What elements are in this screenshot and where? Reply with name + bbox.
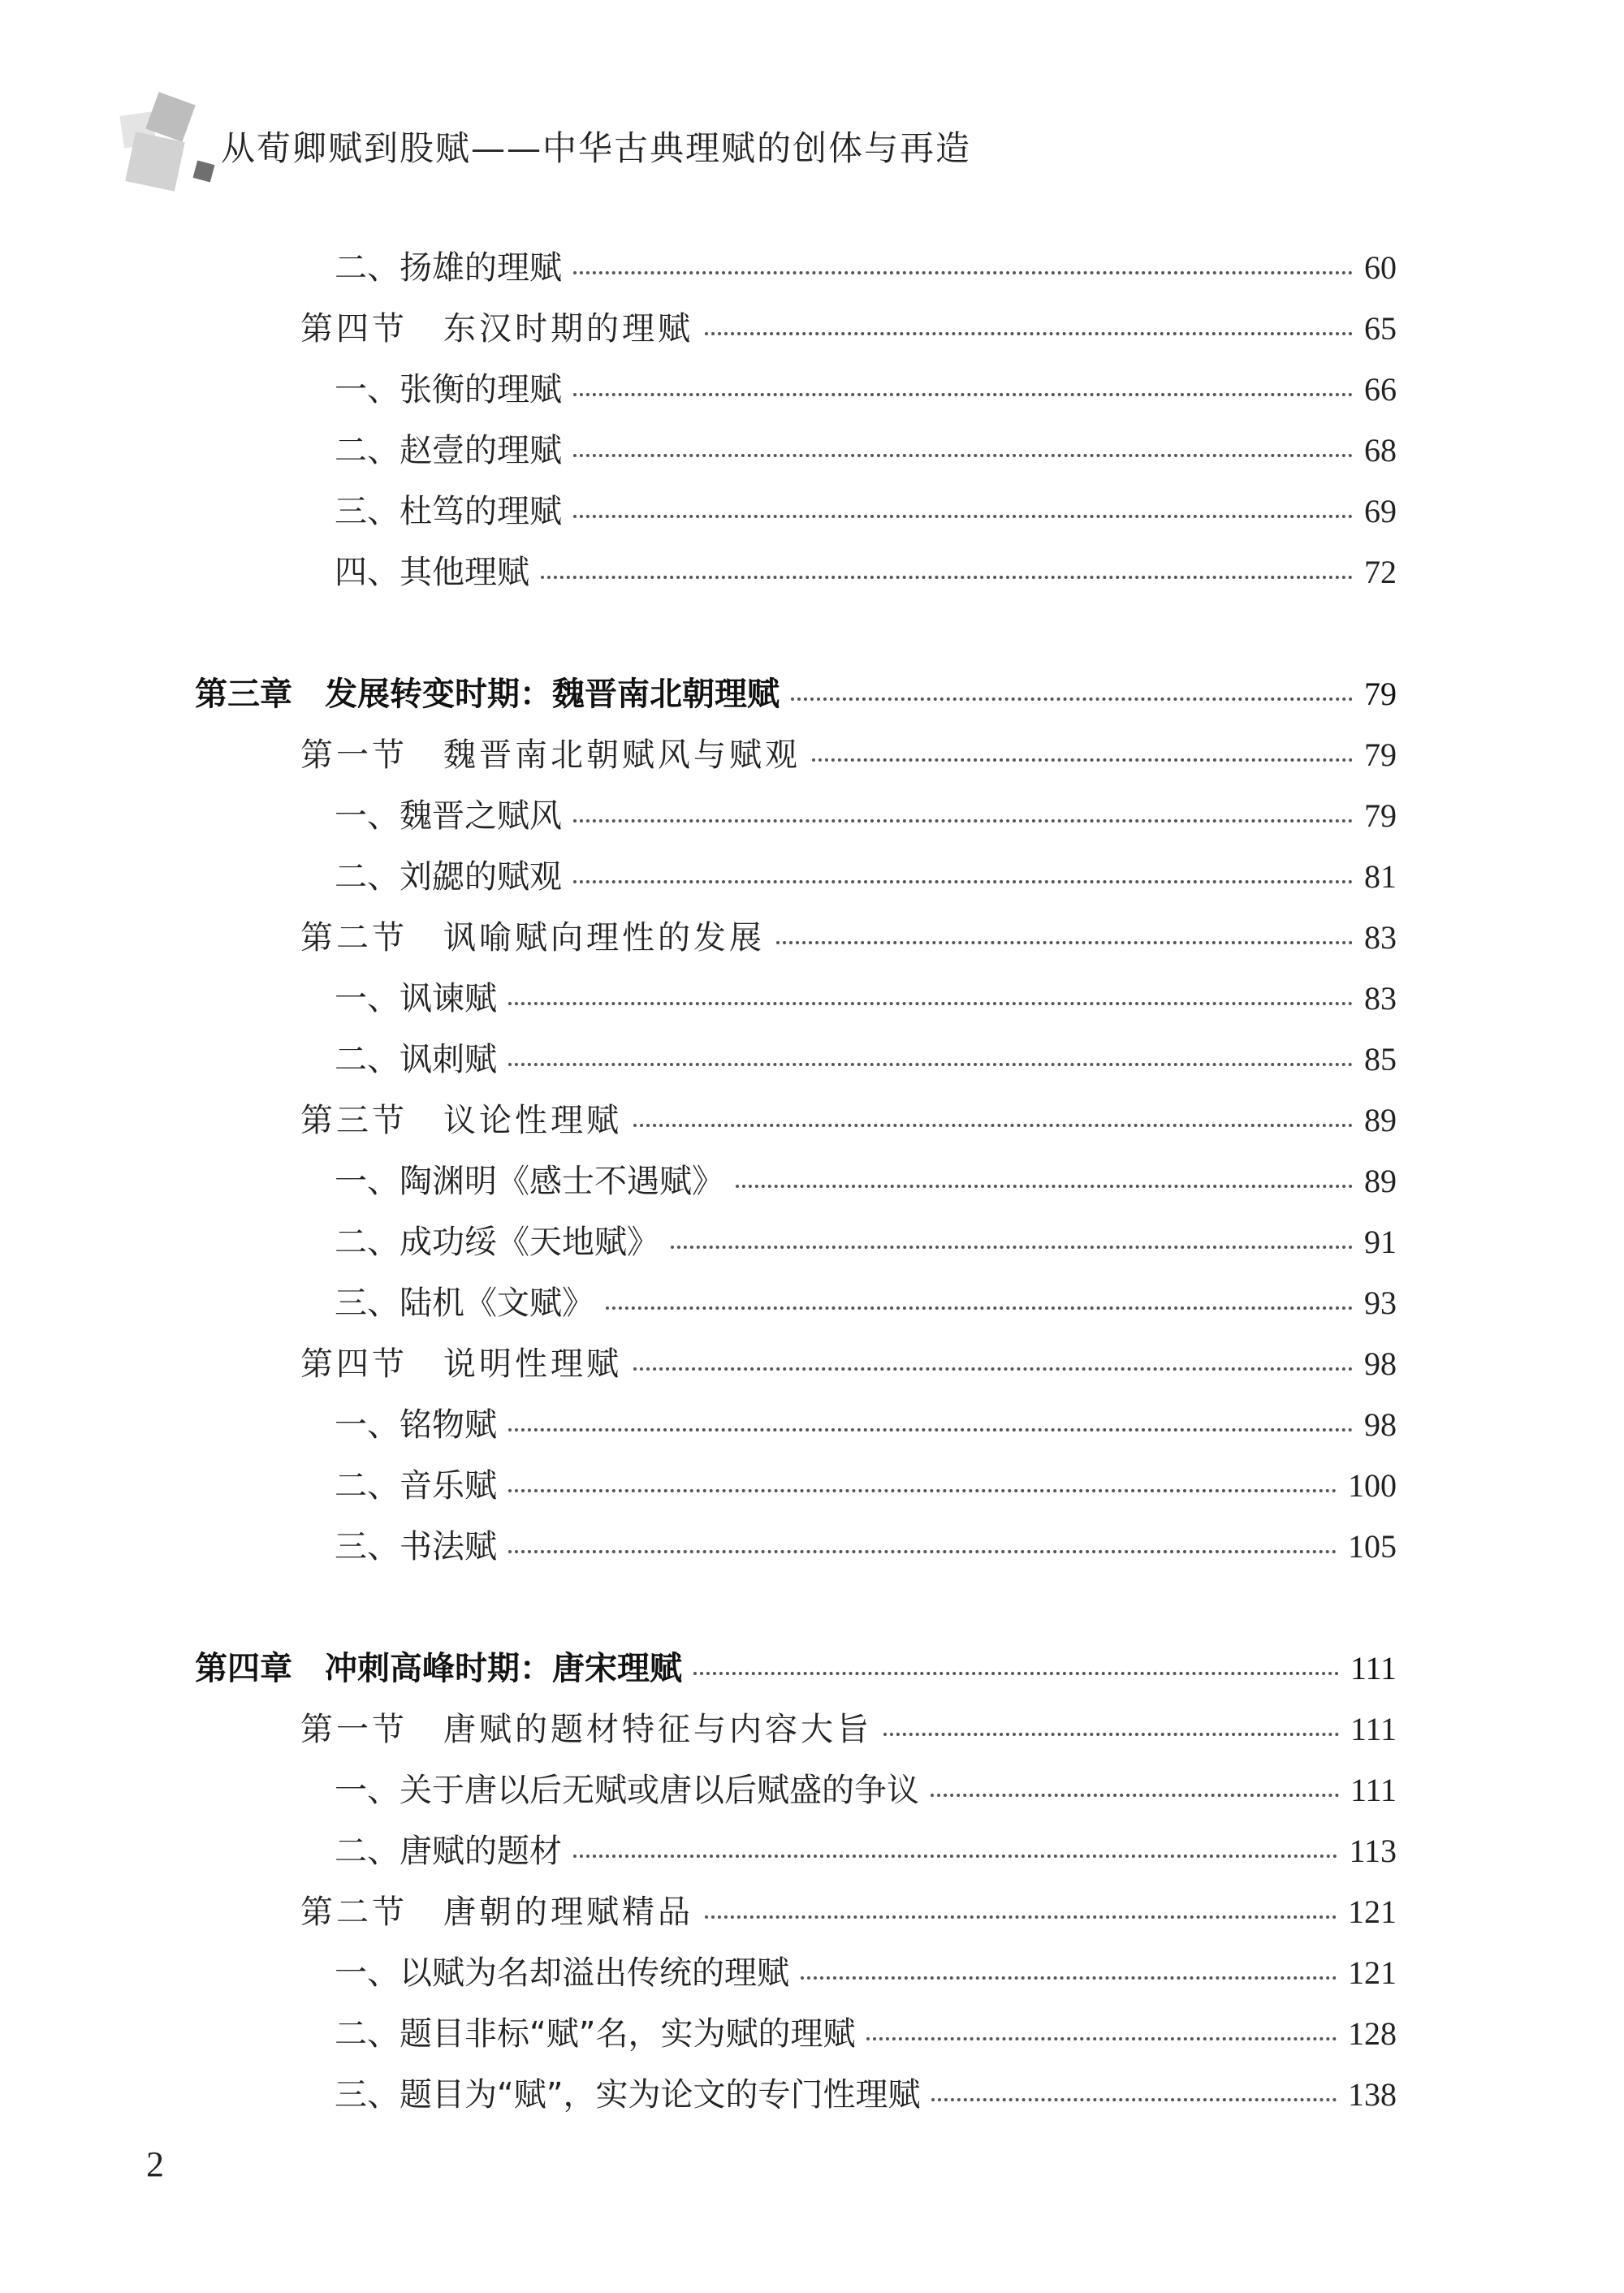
toc-dot-leader (573, 1855, 1337, 1858)
toc-dot-leader (931, 1794, 1339, 1797)
header-decoration-square (193, 161, 215, 183)
toc-dot-leader (508, 1063, 1353, 1066)
toc-entry-item[interactable] (335, 792, 1397, 840)
toc-entry-page-number: 79 (1364, 676, 1397, 712)
toc-entry-page-number: 89 (1364, 1163, 1397, 1199)
toc-entry-page-number: 100 (1348, 1467, 1397, 1504)
toc-entry-label: 二、唐赋的题材 (335, 1833, 562, 1870)
toc-dot-leader (573, 393, 1353, 396)
toc-entry-page-number: 65 (1364, 310, 1397, 347)
toc-dot-leader (573, 271, 1353, 274)
toc-entry-section[interactable] (300, 304, 1397, 353)
toc-entry-item[interactable] (335, 1218, 1397, 1267)
toc-entry-label: 第一节 唐赋的题材特征与内容大旨 (300, 1711, 872, 1748)
toc-entry-label: 三、陆机《文赋》 (335, 1285, 594, 1322)
toc-entry-label: 二、讽刺赋 (335, 1041, 497, 1078)
toc-entry-label: 第三章 发展转变时期：魏晋南北朝理赋 (195, 676, 780, 713)
toc-entry-page-number: 69 (1364, 493, 1397, 529)
toc-entry-page-number: 128 (1348, 2015, 1397, 2052)
toc-entry-section[interactable] (300, 731, 1397, 779)
toc-dot-leader (705, 332, 1353, 335)
toc-entry-item[interactable] (335, 1401, 1397, 1449)
toc-entry-item[interactable] (335, 1462, 1397, 1510)
toc-entry-item[interactable] (335, 2010, 1397, 2058)
toc-entry-label: 一、铭物赋 (335, 1406, 497, 1444)
toc-entry-item[interactable] (335, 2071, 1397, 2119)
toc-dot-leader (508, 1550, 1337, 1553)
toc-entry-page-number: 98 (1364, 1345, 1397, 1382)
toc-dot-leader (883, 1733, 1339, 1736)
toc-entry-label: 二、刘勰的赋观 (335, 858, 562, 896)
toc-entry-item[interactable] (335, 1827, 1397, 1876)
toc-entry-label: 一、讽谏赋 (335, 980, 497, 1017)
toc-entry-label: 二、题目非标“赋”名，实为赋的理赋 (335, 2015, 856, 2053)
toc-entry-chapter[interactable] (195, 1644, 1397, 1693)
toc-entry-page-number: 113 (1349, 1833, 1397, 1869)
toc-dot-leader (508, 1002, 1353, 1005)
toc-entry-label: 第四节 说明性理赋 (300, 1345, 622, 1383)
toc-dot-leader (508, 1489, 1337, 1492)
toc-entry-label: 二、音乐赋 (335, 1467, 497, 1505)
toc-entry-item[interactable] (335, 853, 1397, 901)
toc-dot-leader (693, 1672, 1339, 1675)
toc-entry-item[interactable] (335, 1766, 1397, 1815)
toc-entry-page-number: 91 (1364, 1224, 1397, 1260)
toc-entry-item[interactable] (335, 1522, 1397, 1571)
toc-dot-leader (541, 576, 1353, 579)
toc-entry-page-number: 66 (1364, 371, 1397, 408)
toc-entry-page-number: 72 (1364, 554, 1397, 590)
toc-entry-item[interactable] (335, 1035, 1397, 1084)
toc-entry-page-number: 68 (1364, 432, 1397, 469)
toc-entry-page-number: 83 (1364, 919, 1397, 956)
toc-entry-section[interactable] (300, 1096, 1397, 1145)
toc-entry-page-number: 60 (1364, 249, 1397, 286)
toc-entry-label: 第二节 唐朝的理赋精品 (300, 1894, 693, 1931)
toc-entry-item[interactable] (335, 244, 1397, 292)
toc-dot-leader (705, 1915, 1337, 1919)
toc-entry-label: 第四节 东汉时期的理赋 (300, 310, 693, 348)
page-number: 2 (146, 2144, 164, 2184)
toc-dot-leader (866, 2037, 1337, 2040)
toc-entry-item[interactable] (335, 487, 1397, 536)
toc-entry-item[interactable] (335, 365, 1397, 414)
toc-entry-chapter[interactable] (195, 670, 1397, 719)
toc-entry-label: 一、张衡的理赋 (335, 371, 562, 408)
toc-entry-page-number: 89 (1364, 1102, 1397, 1138)
toc-entry-page-number: 85 (1364, 1041, 1397, 1077)
toc-dot-leader (931, 2098, 1337, 2101)
toc-entry-label: 一、魏晋之赋风 (335, 797, 562, 835)
toc-entry-page-number: 138 (1348, 2076, 1397, 2113)
toc-entry-page-number: 111 (1350, 1711, 1397, 1747)
toc-entry-page-number: 111 (1350, 1772, 1397, 1808)
toc-entry-item[interactable] (335, 974, 1397, 1023)
toc-entry-page-number: 105 (1348, 1528, 1397, 1565)
toc-entry-page-number: 81 (1364, 858, 1397, 895)
toc-entry-label: 三、杜笃的理赋 (335, 493, 562, 530)
toc-dot-leader (671, 1246, 1353, 1249)
toc-entry-label: 第三节 议论性理赋 (300, 1102, 622, 1139)
toc-dot-leader (801, 1976, 1337, 1980)
toc-dot-leader (776, 941, 1353, 944)
toc-entry-item[interactable] (335, 426, 1397, 475)
toc-dot-leader (606, 1306, 1353, 1310)
toc-entry-label: 四、其他理赋 (335, 554, 529, 591)
toc-entry-section[interactable] (300, 1888, 1397, 1937)
toc-entry-page-number: 79 (1364, 736, 1397, 773)
toc-dot-leader (573, 819, 1353, 823)
toc-dot-leader (573, 454, 1353, 457)
toc-entry-label: 第一节 魏晋南北朝赋风与赋观 (300, 736, 801, 774)
toc-entry-label: 二、扬雄的理赋 (335, 249, 562, 287)
toc-dot-leader (508, 1428, 1353, 1432)
toc-entry-page-number: 98 (1364, 1406, 1397, 1443)
toc-entry-section[interactable] (300, 913, 1397, 962)
toc-entry-label: 第四章 冲刺高峰时期：唐宋理赋 (195, 1650, 682, 1687)
toc-entry-page-number: 93 (1364, 1285, 1397, 1321)
toc-entry-section[interactable] (300, 1340, 1397, 1388)
toc-entry-label: 二、赵壹的理赋 (335, 432, 562, 469)
toc-entry-page-number: 121 (1348, 1954, 1397, 1991)
toc-entry-label: 第二节 讽喻赋向理性的发展 (300, 919, 765, 956)
toc-dot-leader (812, 758, 1353, 762)
toc-dot-leader (633, 1367, 1353, 1371)
toc-dot-leader (573, 515, 1353, 518)
toc-dot-leader (633, 1124, 1353, 1127)
toc-entry-label: 三、书法赋 (335, 1528, 497, 1565)
toc-dot-leader (573, 880, 1353, 883)
toc-entry-page-number: 79 (1364, 797, 1397, 834)
toc-dot-leader (736, 1185, 1353, 1188)
toc-entry-page-number: 83 (1364, 980, 1397, 1017)
toc-entry-item[interactable] (335, 1157, 1397, 1206)
toc-entry-item[interactable] (335, 1949, 1397, 1997)
toc-entry-item[interactable] (335, 548, 1397, 597)
toc-entry-label: 一、陶渊明《感士不遇赋》 (335, 1163, 724, 1200)
toc-entry-section[interactable] (300, 1705, 1397, 1754)
toc-entry-page-number: 121 (1348, 1894, 1397, 1930)
header-decoration-square (125, 132, 185, 192)
toc-entry-page-number: 111 (1350, 1650, 1397, 1686)
toc-entry-label: 一、关于唐以后无赋或唐以后赋盛的争议 (335, 1772, 919, 1809)
toc-entry-label: 一、以赋为名却溢出传统的理赋 (335, 1954, 789, 1992)
running-header-title: 从荀卿赋到股赋——中华古典理赋的创体与再造 (221, 128, 972, 168)
toc-dot-leader (791, 697, 1353, 701)
toc-entry-label: 三、题目为“赋”，实为论文的专门性理赋 (335, 2076, 921, 2114)
toc-entry-label: 二、成功绥《天地赋》 (335, 1224, 659, 1261)
toc-entry-item[interactable] (335, 1279, 1397, 1328)
